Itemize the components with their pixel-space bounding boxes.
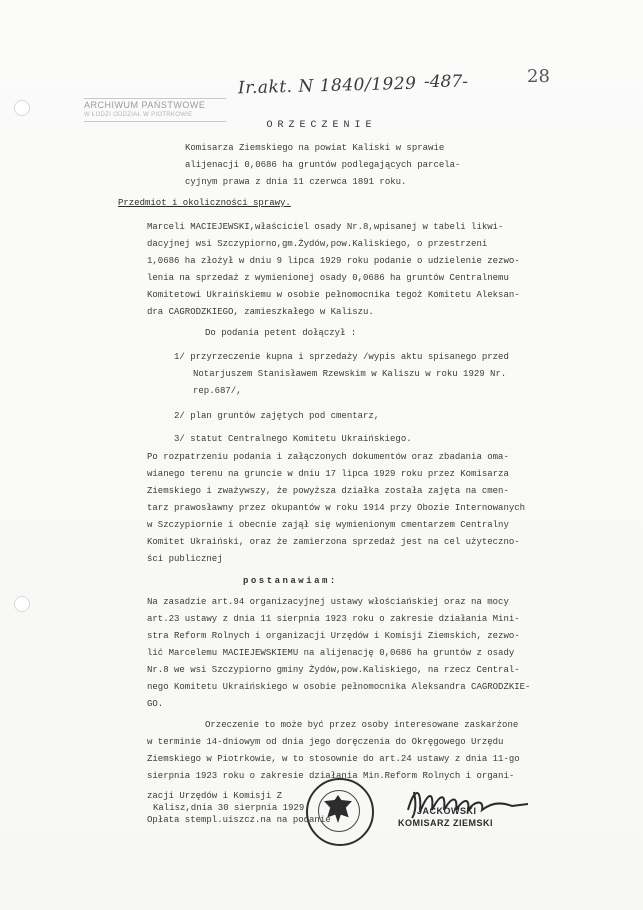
decision-line: lić Marcelemu MACIEJEWSKIEMU na alijenację 0,0686 ha gruntów z osady	[147, 648, 515, 658]
appeal-line: Ziemskiego w Piotrkowie, w to stosownie do art.24 ustawy z dnia 11-go	[147, 754, 520, 764]
body-line: lenia na sprzedaż z wymienionej osady 0,0686 ha gruntów Centralnemu	[147, 273, 509, 283]
handwritten-reference: Ir.akt. N 1840/1929	[237, 73, 417, 99]
intro-line: cyjnym prawa z dnia 11 czerwca 1891 roku.	[185, 177, 407, 187]
intro-line: alijenacji 0,0686 ha gruntów podlegających parcela-	[185, 160, 461, 170]
body-line: Marceli MACIEJEWSKI,właściciel osady Nr.8,wpisanej w tabeli likwi-	[147, 222, 504, 232]
attachment-item: rep.687/,	[193, 386, 242, 396]
body-line: Komitet Ukraiński, oraz że zamierzona sprzedaż jest na cel użyteczno-	[147, 537, 520, 547]
handwritten-signature	[404, 782, 534, 822]
body-line: 1,0686 ha złożył w dniu 9 lipca 1929 roku podanie o udzielenie zezwo-	[147, 256, 520, 266]
body-line: ści publicznej	[147, 554, 223, 564]
body-line: Komitetowi Ukraińskiemu w osobie pełnomocnika tegoż Komitetu Aleksan-	[147, 290, 520, 300]
decision-line: GO.	[147, 699, 164, 709]
attachment-item: 2/ plan gruntów zajętych pod cmentarz,	[174, 411, 380, 421]
decision-line: Na zasadzie art.94 organizacyjnej ustawy włościańskiej oraz na mocy	[147, 597, 509, 607]
official-name: JACKOWSKI	[417, 806, 477, 816]
archive-stamp-line1: ARCHIWUM PAŃSTWOWE	[84, 100, 206, 110]
decision-heading: postanawiam:	[243, 576, 338, 586]
handwritten-number: -487-	[424, 72, 468, 92]
document-title: ORZECZENIE	[266, 120, 377, 131]
section-heading: Przedmiot i okoliczności sprawy.	[118, 198, 291, 208]
appeal-line: Orzeczenie to może być przez osoby interesowane zaskarżone	[205, 720, 519, 730]
stamp-fee-note: Opłata stempl.uiszcz.na na podanie	[147, 815, 331, 825]
archive-stamp-line2: W ŁODZI ODDZIAŁ W PIOTRKOWIE	[84, 112, 193, 118]
body-line: Po rozpatrzeniu podania i załączonych dokumentów oraz zbadania oma-	[147, 452, 509, 462]
handwritten-page-number: 28	[527, 66, 550, 87]
decision-line: nego Komitetu Ukraińskiego w osobie pełnomocnika Aleksandra CAGRODZKIE-	[147, 682, 531, 692]
body-line: dacyjnej wsi Szczypiorno,gm.Żydów,pow.Kaliskiego, o przestrzeni	[147, 239, 488, 249]
body-line: dra CAGRODZKIEGO, zamieszkałego w Kaliszu.	[147, 307, 374, 317]
body-line: tarz prawosławny przez okupantów w roku 1914 przy Obozie Internowanych	[147, 503, 526, 513]
place-date: Kalisz,dnia 30 sierpnia 1929	[153, 803, 305, 813]
attachments-intro: Do podania petent dołączył :	[205, 328, 357, 338]
archive-stamp	[84, 98, 226, 122]
official-seal	[306, 778, 374, 846]
appeal-line: zacji Urzędów i Komisji Z	[147, 791, 283, 801]
body-line: wianego terenu na gruncie w dniu 17 lipca 1929 roku przez Komisarza	[147, 469, 509, 479]
appeal-line: w terminie 14-dniowym od dnia jego doręczenia do Okręgowego Urzędu	[147, 737, 504, 747]
body-line: Ziemskiego i zważywszy, że powyższa działka została zajęta na cmen-	[147, 486, 509, 496]
decision-line: stra Reform Rolnych i organizacji Urzędów i Komisji Ziemskich, zezwo-	[147, 631, 520, 641]
punch-hole-bottom	[14, 596, 30, 612]
body-line: w Szczypiornie i obecnie zajął się wymienionym cmentarzem Centralny	[147, 520, 509, 530]
appeal-line: sierpnia 1923 roku o zakresie działania Min.Reform Rolnych i organi-	[147, 771, 515, 781]
attachment-item: Notarjuszem Stanisławem Rzewskim w Kaliszu w roku 1929 Nr.	[193, 369, 507, 379]
attachment-item: 3/ statut Centralnego Komitetu Ukraińskiego.	[174, 434, 412, 444]
official-position: KOMISARZ ZIEMSKI	[398, 818, 493, 828]
punch-hole-top	[14, 100, 30, 116]
decision-line: art.23 ustawy z dnia 11 sierpnia 1923 roku o zakresie działania Mini-	[147, 614, 520, 624]
decision-line: Nr.8 we wsi Szczypiorno gminy Żydów,pow.Kaliskiego, na rzecz Central-	[147, 665, 520, 675]
attachment-item: 1/ przyrzeczenie kupna i sprzedaży /wypis aktu spisanego przed	[174, 352, 509, 362]
intro-line: Komisarza Ziemskiego na powiat Kaliski w sprawie	[185, 143, 445, 153]
